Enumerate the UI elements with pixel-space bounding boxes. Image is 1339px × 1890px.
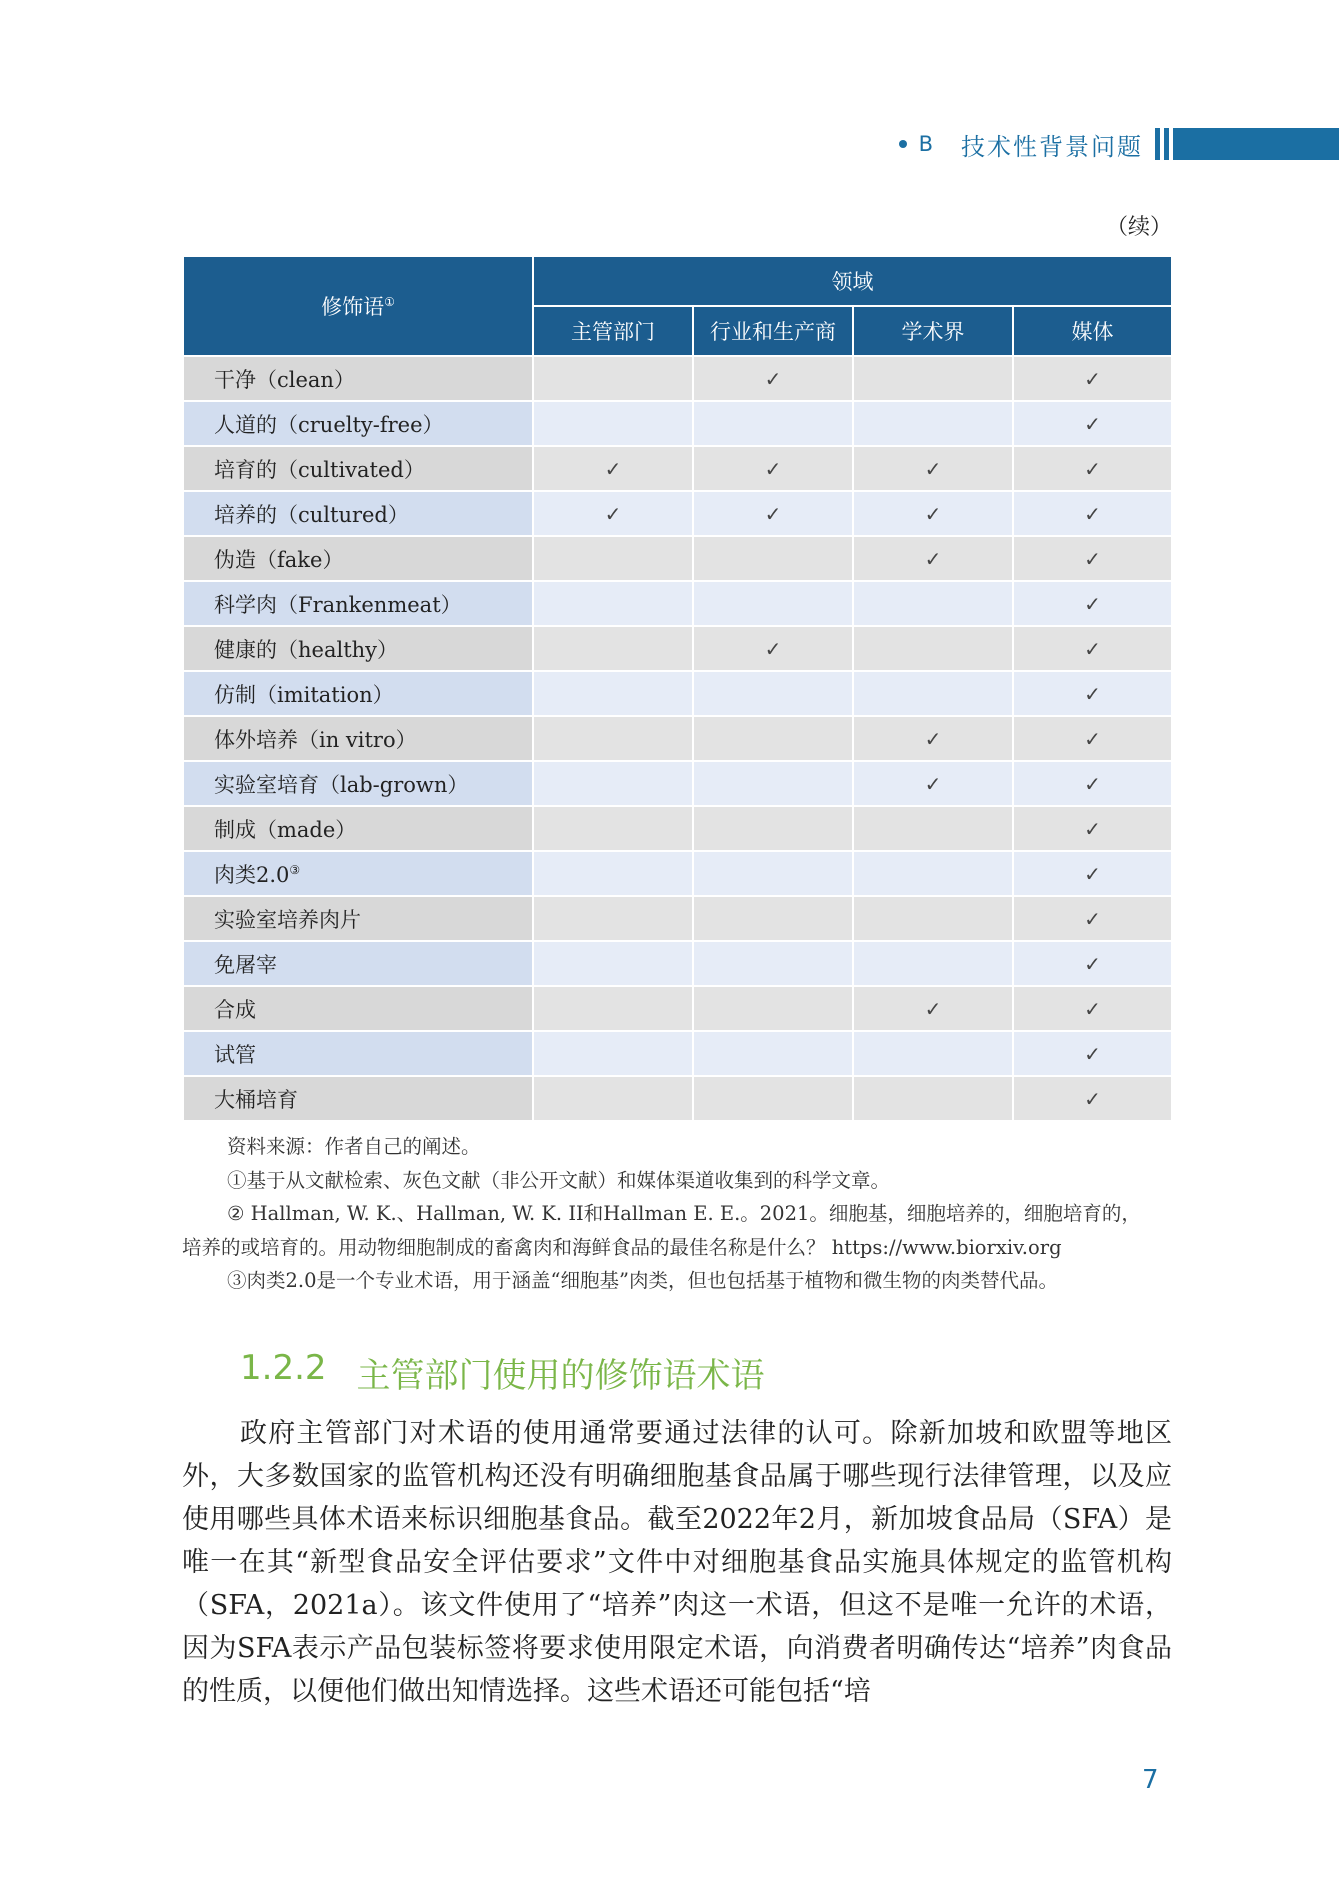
footnote-2: ② Hallman, W. K.、Hallman, W. K. II和Hallman E. E.。2021。细胞基，细胞培养的，细胞培育的， <box>227 1202 1141 1225</box>
check-cell <box>853 941 1013 986</box>
term-cell: 人道的（cruelty-free） <box>183 401 533 446</box>
check-cell <box>853 896 1013 941</box>
check-cell <box>853 761 1013 806</box>
check-cell <box>693 401 853 446</box>
footnote-3: ③肉类2.0是一个专业术语，用于涵盖“细胞基”肉类，但也包括基于植物和微生物的肉类替代品。 <box>227 1269 1058 1292</box>
table-row <box>183 401 1172 446</box>
checkmark-icon: ✓ <box>1084 411 1101 436</box>
checkmark-icon: ✓ <box>1084 681 1101 706</box>
check-cell <box>1013 536 1172 581</box>
check-cell <box>1013 671 1172 716</box>
check-cell <box>533 356 693 401</box>
term-cell: 实验室培养肉片 <box>183 896 533 941</box>
body-paragraph: 政府主管部门对术语的使用通常要通过法律的认可。除新加坡和欧盟等地区外，大多数国家的监管机构还没有明确细胞基食品属于哪些现行法律管理，以及应使用哪些具体术语来标识细胞基食品。截至2022年2月，新加坡食品局（SFA）是唯一在其“新型食品安全评估要求”文件中对细胞基食品实施具体规定的监管机构（SFA，2021a）。该文件使用了“培养”肉这一术语，但这不是唯一允许的术语，因为SFA表示产品包装标签将要求使用限定术语，向消费者明确传达“培养”肉食品的性质，以便他们做出知情选择。这些术语还可能包括“培 <box>182 1418 1172 1707</box>
check-cell <box>693 671 853 716</box>
checkmark-icon: ✓ <box>924 546 942 571</box>
table-row <box>183 356 1172 401</box>
checkmark-icon: ✓ <box>1084 366 1101 391</box>
part-letter: B <box>918 132 933 156</box>
check-cell <box>533 896 693 941</box>
check-cell <box>533 1031 693 1076</box>
footnote-1: ①基于从文献检索、灰色文献（非公开文献）和媒体渠道收集到的科学文章。 <box>227 1168 891 1192</box>
term-cell: 培养的（cultured） <box>183 491 533 536</box>
check-cell <box>533 761 693 806</box>
table-row <box>183 536 1172 581</box>
check-cell <box>533 671 693 716</box>
body-text <box>182 1412 1172 1713</box>
checkmark-icon: ✓ <box>1084 726 1101 751</box>
checkmark-icon: ✓ <box>1084 1086 1101 1111</box>
check-cell <box>853 491 1013 536</box>
check-cell <box>853 671 1013 716</box>
check-cell <box>693 806 853 851</box>
table-notes <box>182 1130 1172 1298</box>
checkmark-icon: ✓ <box>1084 546 1101 571</box>
column-header-media: 媒体 <box>1013 306 1172 356</box>
term-cell: 健康的（healthy） <box>183 626 533 671</box>
check-cell <box>853 716 1013 761</box>
table-row <box>183 851 1172 896</box>
checkmark-icon: ✓ <box>1084 501 1101 526</box>
check-cell <box>533 626 693 671</box>
checkmark-icon: ✓ <box>1084 1041 1101 1066</box>
check-cell <box>533 401 693 446</box>
check-cell <box>853 356 1013 401</box>
table-row <box>183 1031 1172 1076</box>
table-row <box>183 986 1172 1031</box>
check-cell <box>533 581 693 626</box>
table-row <box>183 941 1172 986</box>
checkmark-icon: ✓ <box>764 366 782 391</box>
checkmark-icon: ✓ <box>604 501 622 526</box>
running-header <box>899 128 1339 160</box>
table-row <box>183 896 1172 941</box>
source-note: 资料来源：作者自己的阐述。 <box>227 1135 481 1158</box>
table-row <box>183 716 1172 761</box>
check-cell <box>693 581 853 626</box>
running-header-title: 技术性背景问题 <box>961 132 1143 161</box>
check-cell <box>533 716 693 761</box>
footnote-2-continued: 培养的或培育的。用动物细胞制成的畜禽肉和海鲜食品的最佳名称是什么？ https://www.biorxiv.org <box>182 1235 1062 1259</box>
table-row <box>183 761 1172 806</box>
header-bar-decoration <box>1173 128 1339 160</box>
check-cell <box>1013 941 1172 986</box>
check-cell <box>693 986 853 1031</box>
table-row <box>183 671 1172 716</box>
column-header-academia: 学术界 <box>853 306 1013 356</box>
modifier-terms-table <box>182 255 1173 1122</box>
table-row <box>183 806 1172 851</box>
header-bar-decoration <box>1155 128 1160 160</box>
check-cell <box>1013 401 1172 446</box>
checkmark-icon: ✓ <box>1084 771 1101 796</box>
check-cell <box>853 581 1013 626</box>
footnote-marker: ③ <box>289 862 301 877</box>
check-cell <box>533 491 693 536</box>
check-cell <box>1013 446 1172 491</box>
modifier-column-header: 修饰语① <box>183 256 533 356</box>
table-row <box>183 446 1172 491</box>
check-cell <box>1013 986 1172 1031</box>
checkmark-icon: ✓ <box>924 456 942 481</box>
term-cell: 制成（made） <box>183 806 533 851</box>
check-cell <box>1013 896 1172 941</box>
section-heading <box>240 1348 765 1397</box>
check-cell <box>693 446 853 491</box>
check-cell <box>693 1076 853 1121</box>
checkmark-icon: ✓ <box>764 636 782 661</box>
checkmark-icon: ✓ <box>924 771 942 796</box>
check-cell <box>1013 1076 1172 1121</box>
term-cell: 肉类2.0③ <box>183 851 533 896</box>
check-cell <box>693 941 853 986</box>
check-cell <box>533 806 693 851</box>
term-cell: 培育的（cultivated） <box>183 446 533 491</box>
check-cell <box>853 1076 1013 1121</box>
check-cell <box>693 716 853 761</box>
term-cell: 实验室培育（lab-grown） <box>183 761 533 806</box>
column-header-industry: 行业和生产商 <box>693 306 853 356</box>
check-cell <box>853 806 1013 851</box>
checkmark-icon: ✓ <box>764 456 782 481</box>
check-cell <box>533 446 693 491</box>
check-cell <box>853 986 1013 1031</box>
checkmark-icon: ✓ <box>1084 861 1101 886</box>
check-cell <box>693 626 853 671</box>
term-cell: 大桶培育 <box>183 1076 533 1121</box>
check-cell <box>1013 851 1172 896</box>
checkmark-icon: ✓ <box>924 996 942 1021</box>
checkmark-icon: ✓ <box>1084 816 1101 841</box>
column-header-authorities: 主管部门 <box>533 306 693 356</box>
check-cell <box>533 1076 693 1121</box>
check-cell <box>1013 356 1172 401</box>
table-row <box>183 491 1172 536</box>
check-cell <box>853 1031 1013 1076</box>
table-row <box>183 626 1172 671</box>
check-cell <box>533 851 693 896</box>
table-row <box>183 581 1172 626</box>
check-cell <box>693 536 853 581</box>
check-cell <box>693 491 853 536</box>
term-cell: 仿制（imitation） <box>183 671 533 716</box>
term-cell: 合成 <box>183 986 533 1031</box>
check-cell <box>693 896 853 941</box>
checkmark-icon: ✓ <box>1084 591 1101 616</box>
bullet-dot-icon <box>899 140 907 148</box>
checkmark-icon: ✓ <box>1084 456 1101 481</box>
table-row <box>183 1076 1172 1121</box>
check-cell <box>693 851 853 896</box>
checkmark-icon: ✓ <box>1084 906 1101 931</box>
term-cell: 试管 <box>183 1031 533 1076</box>
check-cell <box>1013 761 1172 806</box>
term-cell: 体外培养（in vitro） <box>183 716 533 761</box>
checkmark-icon: ✓ <box>604 456 622 481</box>
section-title: 主管部门使用的修饰语术语 <box>356 1356 765 1396</box>
checkmark-icon: ✓ <box>1084 996 1101 1021</box>
check-cell <box>1013 806 1172 851</box>
check-cell <box>1013 626 1172 671</box>
check-cell <box>693 356 853 401</box>
check-cell <box>1013 491 1172 536</box>
check-cell <box>853 851 1013 896</box>
check-cell <box>1013 716 1172 761</box>
check-cell <box>853 401 1013 446</box>
check-cell <box>533 941 693 986</box>
check-cell <box>533 536 693 581</box>
domain-column-header: 领域 <box>533 256 1172 306</box>
check-cell <box>693 761 853 806</box>
page-number: 7 <box>1142 1765 1159 1795</box>
continued-label: （续） <box>1105 215 1172 240</box>
footnote-marker: ① <box>384 295 395 309</box>
check-cell <box>853 536 1013 581</box>
check-cell <box>1013 1031 1172 1076</box>
check-cell <box>853 626 1013 671</box>
term-cell: 科学肉（Frankenmeat） <box>183 581 533 626</box>
checkmark-icon: ✓ <box>764 501 782 526</box>
check-cell <box>1013 581 1172 626</box>
checkmark-icon: ✓ <box>1084 951 1101 976</box>
checkmark-icon: ✓ <box>1084 636 1101 661</box>
header-bar-decoration <box>1164 128 1169 160</box>
term-cell: 干净（clean） <box>183 356 533 401</box>
checkmark-icon: ✓ <box>924 726 942 751</box>
term-cell: 伪造（fake） <box>183 536 533 581</box>
term-cell: 免屠宰 <box>183 941 533 986</box>
check-cell <box>853 446 1013 491</box>
check-cell <box>693 1031 853 1076</box>
checkmark-icon: ✓ <box>924 501 942 526</box>
section-number: 1.2.2 <box>240 1348 327 1388</box>
check-cell <box>533 986 693 1031</box>
